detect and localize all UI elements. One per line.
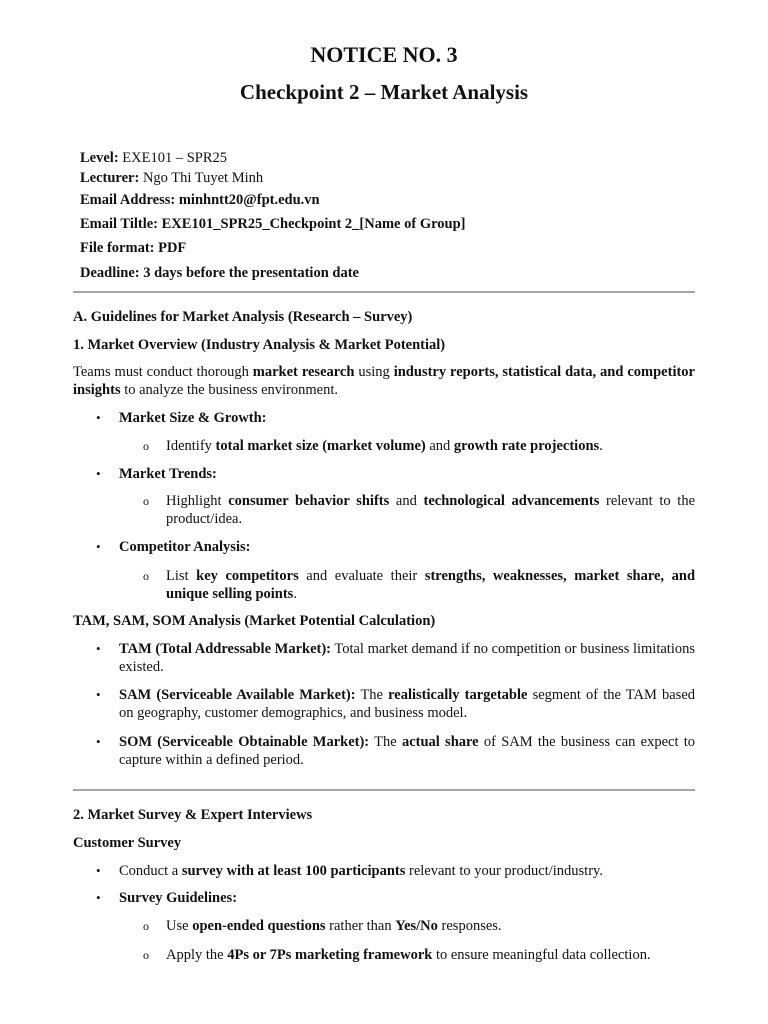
competitor-detail xyxy=(166,567,695,603)
tam-sam-som-heading: TAM, SAM, SOM Analysis (Market Potential Calculation) xyxy=(73,613,436,629)
meta-level xyxy=(80,149,227,167)
meta-file-format-text: File format: PDF xyxy=(80,240,187,256)
tam-text: Total market demand if no competition or business limitations existed. xyxy=(119,641,695,675)
sub-bullet-icon: o xyxy=(143,569,149,583)
meta-email-address xyxy=(80,191,320,209)
som-bold-1: SOM (Serviceable Obtainable Market): xyxy=(119,734,370,750)
intro-bold-2: industry reports, statistical data, and competitor insights xyxy=(73,364,695,398)
intro-text-2: using xyxy=(354,364,394,380)
som-text-1: The xyxy=(369,734,402,750)
mt-text-1: Highlight xyxy=(166,493,229,509)
ca-text-3: . xyxy=(293,586,297,602)
ms-bold-2: growth rate projections xyxy=(453,438,600,454)
oe-bold-2: Yes/No xyxy=(395,918,438,934)
sub-bullet-icon: o xyxy=(143,948,149,962)
bullet-icon: • xyxy=(96,410,101,425)
fw-text-2: to ensure meaningful data collection. xyxy=(432,947,651,963)
market-trends-label-text: Market Trends: xyxy=(119,466,217,482)
oe-text-2: rather than xyxy=(325,918,396,934)
mt-text-2: and xyxy=(389,493,424,509)
competitor-label xyxy=(119,538,695,556)
meta-email-title-text: Email Tiltle: EXE101_SPR25_Checkpoint 2_[Name of Group] xyxy=(80,216,466,232)
meta-email-title xyxy=(80,215,465,233)
section-a-title: A. Guidelines for Market Analysis (Research – Survey) xyxy=(73,309,413,325)
sub-bullet-icon: o xyxy=(143,919,149,933)
conduct-bold-1: survey with at least 100 participants xyxy=(181,863,406,879)
market-trends-label xyxy=(119,465,695,483)
bullet-icon: • xyxy=(96,863,101,878)
survey-guidelines-label-text: Survey Guidelines: xyxy=(119,890,238,906)
oe-text-3: responses. xyxy=(437,918,502,934)
tam-bold: TAM (Total Addressable Market): xyxy=(119,641,331,657)
survey-guidelines-label xyxy=(119,889,695,907)
market-survey-heading: 2. Market Survey & Expert Interviews xyxy=(73,807,313,823)
sam-text-2: segment of the TAM based on geography, customer demographics, and business model. xyxy=(119,687,695,721)
meta-lecturer xyxy=(80,169,263,187)
open-ended-item xyxy=(166,917,695,935)
market-trends-detail xyxy=(166,492,695,528)
meta-email-address-text: Email Address: minhntt20@fpt.edu.vn xyxy=(80,192,320,208)
market-overview-intro xyxy=(73,363,695,399)
market-overview-heading: 1. Market Overview (Industry Analysis & Market Potential) xyxy=(73,337,446,353)
market-size-label xyxy=(119,409,695,427)
ms-text-1: Identify xyxy=(166,438,216,454)
conduct-survey-item xyxy=(119,862,695,880)
ms-bold-1: total market size (market volume) xyxy=(215,438,426,454)
meta-deadline-text: Deadline: 3 days before the presentation date xyxy=(80,265,359,281)
sam-text-1: The xyxy=(355,687,389,703)
som-bold-2: actual share xyxy=(401,734,479,750)
conduct-text-1: Conduct a xyxy=(119,863,182,879)
fw-bold-1: 4Ps or 7Ps marketing framework xyxy=(227,947,433,963)
bullet-icon: • xyxy=(96,734,101,749)
bullet-icon: • xyxy=(96,890,101,905)
ca-text-2: and evaluate their xyxy=(298,568,425,584)
ca-bold-1: key competitors xyxy=(196,568,299,584)
market-size-detail xyxy=(166,437,695,455)
intro-text-1: Teams must conduct thorough xyxy=(73,364,253,380)
framework-item xyxy=(166,946,695,964)
ms-text-3: . xyxy=(599,438,603,454)
fw-text-1: Apply the xyxy=(166,947,228,963)
ca-text-1: List xyxy=(166,568,197,584)
meta-lecturer-label: Lecturer: xyxy=(80,170,140,186)
checkpoint-title: Checkpoint 2 – Market Analysis xyxy=(239,80,529,104)
sub-bullet-icon: o xyxy=(143,494,149,508)
divider-top xyxy=(73,291,695,293)
customer-survey-heading: Customer Survey xyxy=(73,835,182,851)
meta-file-format xyxy=(80,239,186,257)
meta-deadline xyxy=(80,264,359,282)
competitor-label-text: Competitor Analysis: xyxy=(119,539,251,555)
mt-bold-2: technological advancements xyxy=(423,493,600,509)
ms-text-2: and xyxy=(425,438,454,454)
meta-lecturer-value: Ngo Thi Tuyet Minh xyxy=(139,170,264,186)
som-text-2: of SAM the business can expect to capture within a defined period. xyxy=(119,734,696,768)
sam-bold-2: realistically targetable xyxy=(388,687,528,703)
oe-text-1: Use xyxy=(166,918,193,934)
intro-bold-1: market research xyxy=(252,364,355,380)
conduct-text-2: relevant to your product/industry. xyxy=(405,863,603,879)
meta-level-value: EXE101 – SPR25 xyxy=(118,150,228,166)
bullet-icon: • xyxy=(96,641,101,656)
notice-title: NOTICE NO. 3 xyxy=(310,42,458,67)
meta-level-label: Level: xyxy=(80,150,119,166)
sub-bullet-icon: o xyxy=(143,439,149,453)
bullet-icon: • xyxy=(96,539,101,554)
intro-text-3: to analyze the business environment. xyxy=(120,382,339,398)
oe-bold-1: open-ended questions xyxy=(192,918,326,934)
som-item xyxy=(119,733,695,769)
sam-bold-1: SAM (Serviceable Available Market): xyxy=(119,687,356,703)
tam-item xyxy=(119,640,695,676)
ca-bold-2: strengths, weaknesses, market share, and unique selling points xyxy=(166,568,696,602)
market-size-label-text: Market Size & Growth: xyxy=(119,410,267,426)
mt-text-3: relevant to the product/idea. xyxy=(166,493,696,527)
mt-bold-1: consumer behavior shifts xyxy=(228,493,390,509)
bullet-icon: • xyxy=(96,466,101,481)
bullet-icon: • xyxy=(96,687,101,702)
divider-middle xyxy=(73,789,695,791)
sam-item xyxy=(119,686,695,722)
